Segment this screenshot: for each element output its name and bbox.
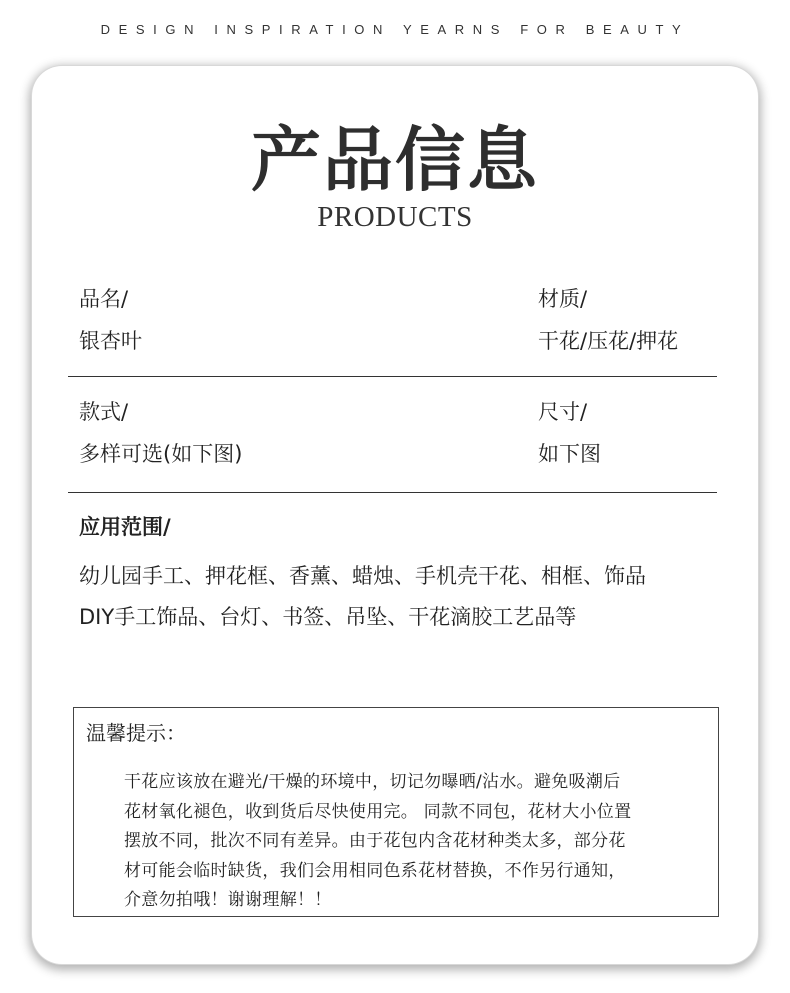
notice-box xyxy=(73,707,719,917)
product-info-card xyxy=(32,66,758,964)
usage-line: DIY手工饰品、台灯、书签、吊坠、干花滴胶工艺品等 xyxy=(79,605,577,629)
field-style xyxy=(79,391,242,475)
notice-body xyxy=(124,768,714,916)
header-tagline: DESIGN INSPIRATION YEARNS FOR BEAUTY xyxy=(100,22,690,37)
field-value: 干花/压花/押花 xyxy=(538,329,679,353)
field-size xyxy=(538,391,601,475)
notice-line: 介意勿拍哦！谢谢理解！！ xyxy=(124,890,332,910)
field-value: 多样可选(如下图) xyxy=(79,442,243,466)
notice-title: 温馨提示： xyxy=(86,721,186,745)
field-label: 材质/ xyxy=(538,287,588,311)
usage-text xyxy=(79,556,646,638)
usage-label: 应用范围/ xyxy=(79,515,171,539)
field-label: 品名/ xyxy=(79,287,129,311)
field-value: 如下图 xyxy=(538,442,601,466)
divider xyxy=(68,376,717,377)
field-material xyxy=(538,278,678,362)
notice-line: 材可能会临时缺货，我们会用相同色系花材替换，不作另行通知， xyxy=(124,860,626,881)
usage-line: 幼儿园手工、押花框、香薰、蜡烛、手机壳干花、相框、饰品 xyxy=(79,564,646,588)
notice-line: 摆放不同，批次不同有差异。由于花包内含花材种类太多，部分花 xyxy=(124,831,626,851)
field-label: 款式/ xyxy=(79,400,129,424)
notice-line: 干花应该放在避光/干燥的环境中，切记勿曝晒/沾水。避免吸潮后 xyxy=(124,772,621,792)
page-title: 产品信息 xyxy=(251,118,539,201)
divider xyxy=(68,492,717,493)
field-label: 尺寸/ xyxy=(538,400,588,424)
page-subtitle: PRODUCTS xyxy=(317,201,473,233)
field-value: 银杏叶 xyxy=(79,329,142,353)
notice-line: 花材氧化褪色，收到货后尽快使用完。 同款不同包，花材大小位置 xyxy=(124,801,632,822)
field-product-name xyxy=(79,278,142,362)
